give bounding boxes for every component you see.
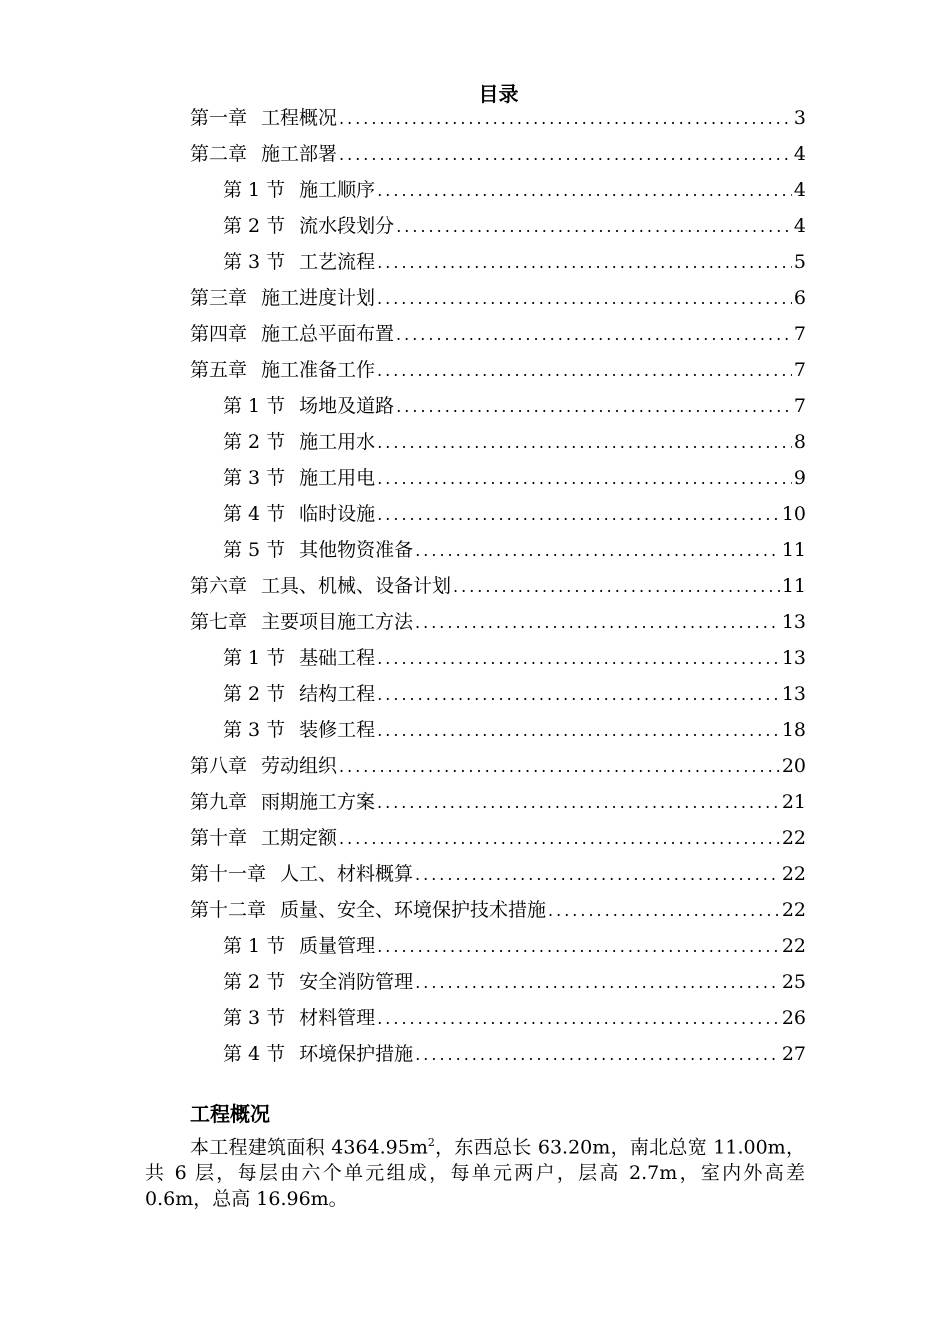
toc-dot-leader — [377, 425, 792, 461]
toc-entry[interactable] — [190, 676, 806, 712]
toc-entry-page: 8 — [793, 431, 806, 453]
toc-dot-leader — [377, 785, 780, 821]
toc-dot-leader — [377, 245, 792, 281]
toc-entry[interactable] — [190, 316, 806, 352]
toc-entry-number: 第五章 — [190, 359, 248, 381]
toc-entry-number: 第八章 — [190, 755, 248, 777]
toc-dot-leader — [415, 1037, 780, 1073]
toc-entry[interactable] — [190, 784, 806, 820]
toc-entry-number: 第 3 节 — [223, 251, 286, 273]
toc-entry-title: 环境保护措施 — [299, 1043, 414, 1065]
toc-entry-number: 第 3 节 — [223, 467, 286, 489]
toc-dot-leader — [415, 857, 780, 893]
toc-entry-title: 劳动组织 — [261, 755, 338, 777]
toc-entry-title: 主要项目施工方法 — [261, 611, 414, 633]
toc-entry-number: 第 2 节 — [223, 431, 286, 453]
toc-dot-leader — [453, 569, 780, 605]
toc-entry-page: 21 — [781, 791, 806, 813]
toc-entry-number: 第 4 节 — [223, 503, 286, 525]
toc-dot-leader — [377, 713, 780, 749]
toc-entry-page: 22 — [781, 899, 806, 921]
toc-entry[interactable] — [190, 460, 806, 496]
toc-entry-number: 第二章 — [190, 143, 248, 165]
paragraph-text-part2: ，东西总长 63.20m，南北总宽 11.00m，共 6 层，每层由六个单元组成，每单元两户，层高 2.7m，室内外高差 0.6m，总高 16.96m。 — [145, 1136, 805, 1211]
toc-dot-leader — [339, 749, 780, 785]
toc-dot-leader — [396, 317, 792, 353]
toc-entry-page: 11 — [781, 575, 806, 597]
toc-entry-page: 22 — [781, 935, 806, 957]
toc-dot-leader — [377, 281, 792, 317]
toc-entry-title: 施工用水 — [299, 431, 376, 453]
toc-entry-number: 第 3 节 — [223, 1007, 286, 1029]
toc-entry-page: 11 — [781, 539, 806, 561]
toc-dot-leader — [377, 353, 792, 389]
toc-entry[interactable] — [190, 928, 806, 964]
toc-entry-page: 13 — [781, 647, 806, 669]
toc-entry-page: 18 — [781, 719, 806, 741]
toc-dot-leader — [415, 605, 780, 641]
toc-entry-page: 25 — [781, 971, 806, 993]
toc-entry-number: 第十二章 — [190, 899, 267, 921]
toc-dot-leader — [377, 497, 780, 533]
toc-dot-leader — [377, 173, 792, 209]
toc-entry-number: 第 5 节 — [223, 539, 286, 561]
toc-entry-page: 27 — [781, 1043, 806, 1065]
toc-entry-page: 4 — [793, 215, 806, 237]
toc-entry[interactable] — [190, 172, 806, 208]
toc-dot-leader — [548, 893, 780, 929]
toc-entry-title: 其他物资准备 — [299, 539, 414, 561]
toc-entry-page: 7 — [793, 395, 806, 417]
toc-entry-number: 第四章 — [190, 323, 248, 345]
toc-entry-title: 质量管理 — [299, 935, 376, 957]
toc-entry-title: 施工部署 — [261, 143, 338, 165]
toc-entry-title: 工程概况 — [261, 107, 338, 129]
toc-entry[interactable] — [190, 424, 806, 460]
toc-entry-title: 流水段划分 — [299, 215, 395, 237]
toc-entry[interactable] — [190, 604, 806, 640]
toc-entry-page: 3 — [793, 107, 806, 129]
toc-dot-leader — [377, 1001, 780, 1037]
table-of-contents — [190, 100, 806, 1072]
toc-entry-title: 质量、安全、环境保护技术措施 — [280, 899, 547, 921]
toc-entry-number: 第 1 节 — [223, 935, 286, 957]
toc-entry-number: 第六章 — [190, 575, 248, 597]
toc-entry-title: 施工进度计划 — [261, 287, 376, 309]
toc-entry[interactable] — [190, 496, 806, 532]
toc-entry-page: 20 — [781, 755, 806, 777]
toc-entry-title: 人工、材料概算 — [280, 863, 414, 885]
toc-entry-title: 施工用电 — [299, 467, 376, 489]
toc-entry-title: 场地及道路 — [299, 395, 395, 417]
toc-entry-title: 基础工程 — [299, 647, 376, 669]
toc-entry[interactable] — [190, 100, 806, 136]
toc-entry[interactable] — [190, 388, 806, 424]
toc-entry[interactable] — [190, 568, 806, 604]
superscript: 2 — [427, 1136, 435, 1149]
toc-entry-number: 第 3 节 — [223, 719, 286, 741]
toc-dot-leader — [396, 389, 792, 425]
toc-entry[interactable] — [190, 640, 806, 676]
toc-dot-leader — [377, 677, 780, 713]
toc-entry[interactable] — [190, 532, 806, 568]
toc-entry[interactable] — [190, 1000, 806, 1036]
toc-entry-page: 13 — [781, 611, 806, 633]
toc-entry-page: 5 — [793, 251, 806, 273]
toc-entry[interactable] — [190, 820, 806, 856]
toc-entry-page: 7 — [793, 359, 806, 381]
toc-entry-number: 第 1 节 — [223, 179, 286, 201]
toc-entry-page: 13 — [781, 683, 806, 705]
overview-section — [145, 1100, 805, 1212]
toc-entry[interactable] — [190, 712, 806, 748]
toc-title: 目录 — [478, 82, 519, 106]
toc-entry-page: 4 — [793, 179, 806, 201]
toc-dot-leader — [377, 929, 780, 965]
toc-entry-title: 雨期施工方案 — [261, 791, 376, 813]
toc-entry-title: 施工准备工作 — [261, 359, 376, 381]
toc-entry-number: 第 2 节 — [223, 683, 286, 705]
toc-entry-title: 装修工程 — [299, 719, 376, 741]
toc-entry-page: 10 — [781, 503, 806, 525]
toc-entry-number: 第九章 — [190, 791, 248, 813]
toc-entry-title: 工艺流程 — [299, 251, 376, 273]
toc-entry-title: 临时设施 — [299, 503, 376, 525]
toc-entry-title: 施工顺序 — [299, 179, 376, 201]
toc-dot-leader — [396, 209, 792, 245]
toc-entry-number: 第 1 节 — [223, 647, 286, 669]
toc-entry[interactable] — [190, 136, 806, 172]
overview-paragraph — [145, 1130, 805, 1212]
toc-dot-leader — [415, 533, 780, 569]
toc-entry[interactable] — [190, 1036, 806, 1072]
toc-entry-page: 4 — [793, 143, 806, 165]
toc-entry-page: 22 — [781, 863, 806, 885]
toc-entry[interactable] — [190, 892, 806, 928]
toc-entry-number: 第 4 节 — [223, 1043, 286, 1065]
toc-entry-number: 第 2 节 — [223, 215, 286, 237]
toc-entry[interactable] — [190, 748, 806, 784]
toc-dot-leader — [339, 101, 792, 137]
toc-entry-title: 工期定额 — [261, 827, 338, 849]
toc-dot-leader — [339, 137, 792, 173]
toc-entry-number: 第十章 — [190, 827, 248, 849]
toc-entry-title: 结构工程 — [299, 683, 376, 705]
toc-entry[interactable] — [190, 280, 806, 316]
toc-entry-page: 7 — [793, 323, 806, 345]
toc-entry-page: 22 — [781, 827, 806, 849]
toc-entry-title: 施工总平面布置 — [261, 323, 395, 345]
toc-entry-title: 安全消防管理 — [299, 971, 414, 993]
toc-entry-title: 材料管理 — [299, 1007, 376, 1029]
toc-dot-leader — [339, 821, 780, 857]
toc-entry-page: 26 — [781, 1007, 806, 1029]
toc-entry-number: 第三章 — [190, 287, 248, 309]
section-heading: 工程概况 — [190, 1102, 270, 1126]
toc-entry[interactable] — [190, 208, 806, 244]
toc-dot-leader — [377, 641, 780, 677]
toc-entry[interactable] — [190, 352, 806, 388]
toc-entry-number: 第七章 — [190, 611, 248, 633]
paragraph-text-part1: 本工程建筑面积 4364.95m — [190, 1136, 428, 1159]
toc-entry[interactable] — [190, 244, 806, 280]
toc-entry-page: 9 — [793, 467, 806, 489]
toc-dot-leader — [377, 461, 792, 497]
toc-entry-number: 第 2 节 — [223, 971, 286, 993]
toc-entry[interactable] — [190, 856, 806, 892]
toc-entry-title: 工具、机械、设备计划 — [261, 575, 452, 597]
toc-entry-number: 第 1 节 — [223, 395, 286, 417]
toc-entry-page: 6 — [793, 287, 806, 309]
toc-dot-leader — [415, 965, 780, 1001]
toc-entry[interactable] — [190, 964, 806, 1000]
toc-entry-number: 第十一章 — [190, 863, 267, 885]
toc-entry-number: 第一章 — [190, 107, 248, 129]
